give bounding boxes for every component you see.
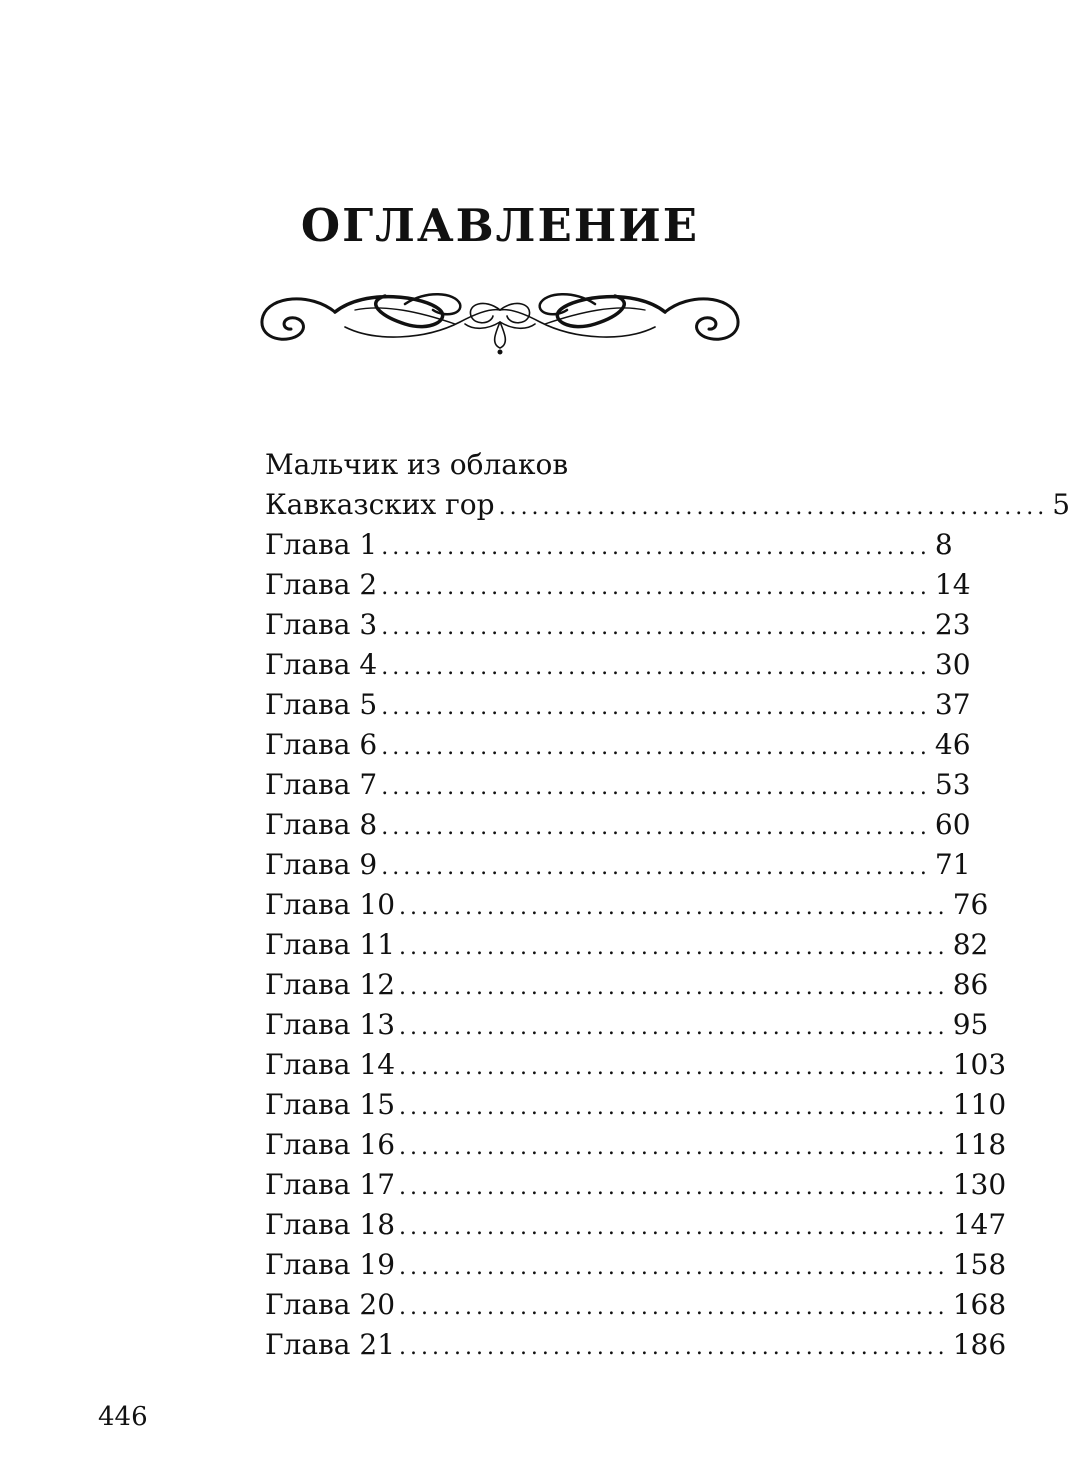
- dot-leader: ..................................................: [399, 1015, 949, 1040]
- toc-entry-label: Глава 5: [265, 688, 378, 721]
- toc-entry-page: 71: [934, 848, 971, 881]
- dot-leader: ..................................................: [381, 575, 931, 600]
- toc-entry[interactable]: [265, 725, 971, 765]
- toc-entry-label: Глава 9: [265, 848, 378, 881]
- dot-leader: ..................................................: [381, 615, 931, 640]
- toc-entry-label: Глава 19: [265, 1248, 396, 1281]
- toc-entry-label: Глава 10: [265, 888, 396, 921]
- toc-entry-page: 110: [952, 1088, 1007, 1121]
- dot-leader: ..................................................: [399, 975, 949, 1000]
- toc-entry-label: Глава 6: [265, 728, 378, 761]
- toc-entry-page: 23: [934, 608, 971, 641]
- toc-entry-page: 14: [934, 568, 971, 601]
- toc-entry-page: 168: [952, 1288, 1007, 1321]
- toc-entry-label: Глава 18: [265, 1208, 396, 1241]
- toc-entry[interactable]: [265, 845, 971, 885]
- toc-entry[interactable]: [265, 1285, 1007, 1325]
- toc-entry[interactable]: [265, 605, 971, 645]
- toc-entry-page: 46: [934, 728, 971, 761]
- toc-entry-page: 147: [952, 1208, 1007, 1241]
- toc-entry[interactable]: [265, 1085, 1007, 1125]
- dot-leader: ..................................................: [381, 735, 931, 760]
- dot-leader: ..................................................: [381, 855, 931, 880]
- toc-entry-page: 8: [934, 528, 953, 561]
- page-number: 446: [98, 1402, 148, 1432]
- toc-entry-page: 95: [952, 1008, 989, 1041]
- chapter-list: [265, 525, 1007, 1365]
- toc-entry-label: Глава 1: [265, 528, 378, 561]
- toc-entry[interactable]: [265, 1005, 989, 1045]
- dot-leader: ..................................................: [399, 1295, 949, 1320]
- toc-entry-page: 76: [952, 888, 989, 921]
- toc-entry[interactable]: [265, 885, 989, 925]
- dot-leader: ..................................................: [498, 495, 1049, 520]
- dot-leader: ..................................................: [399, 1335, 949, 1360]
- dot-leader: ..................................................: [381, 655, 931, 680]
- toc-entry[interactable]: [265, 1165, 1007, 1205]
- toc-entry[interactable]: [265, 1325, 1007, 1365]
- toc-entry[interactable]: [265, 1125, 1007, 1165]
- toc-entry[interactable]: [265, 645, 971, 685]
- toc-entry-label: Глава 12: [265, 968, 396, 1001]
- dot-leader: ..................................................: [399, 1135, 949, 1160]
- dot-leader: ..................................................: [399, 1095, 949, 1120]
- toc-entry-page: 186: [952, 1328, 1007, 1361]
- toc-entry-label: Глава 13: [265, 1008, 396, 1041]
- toc-entry[interactable]: [265, 1045, 1007, 1085]
- toc-entry-intro[interactable]: [265, 485, 1070, 525]
- dot-leader: ..................................................: [399, 935, 949, 960]
- toc-entry-page: 118: [952, 1128, 1007, 1161]
- toc-entry-label: Глава 17: [265, 1168, 396, 1201]
- dot-leader: ..................................................: [381, 695, 931, 720]
- dot-leader: ..................................................: [399, 1055, 949, 1080]
- dot-leader: ..................................................: [381, 815, 931, 840]
- toc-entry-label: Глава 21: [265, 1328, 396, 1361]
- toc-entry[interactable]: [265, 525, 953, 565]
- toc-entry-label: Глава 3: [265, 608, 378, 641]
- toc-entry[interactable]: [265, 965, 989, 1005]
- toc-entry[interactable]: [265, 765, 971, 805]
- toc-entry-label: Глава 8: [265, 808, 378, 841]
- dot-leader: ..................................................: [381, 775, 931, 800]
- toc-entry-page: 30: [934, 648, 971, 681]
- dot-leader: ..................................................: [399, 1215, 949, 1240]
- toc-entry-label: Глава 15: [265, 1088, 396, 1121]
- dot-leader: ..................................................: [399, 895, 949, 920]
- toc-entry-page: 53: [934, 768, 971, 801]
- toc-entry-page: 158: [952, 1248, 1007, 1281]
- dot-leader: ..................................................: [399, 1175, 949, 1200]
- toc-entry-label: Глава 2: [265, 568, 378, 601]
- flourish-divider-icon: [255, 282, 745, 362]
- toc-entry-page: 82: [952, 928, 989, 961]
- toc-entry-page: 86: [952, 968, 989, 1001]
- table-of-contents: [265, 445, 1070, 1365]
- toc-entry[interactable]: [265, 1245, 1007, 1285]
- toc-entry[interactable]: [265, 685, 971, 725]
- toc-entry-page: 103: [952, 1048, 1007, 1081]
- toc-entry-page: 130: [952, 1168, 1007, 1201]
- toc-entry[interactable]: [265, 1205, 1007, 1245]
- toc-entry-label: Глава 7: [265, 768, 378, 801]
- toc-entry-label: Глава 14: [265, 1048, 396, 1081]
- toc-entry-page: 60: [934, 808, 971, 841]
- toc-entry-page: 5: [1052, 488, 1070, 521]
- toc-entry-label: Глава 4: [265, 648, 378, 681]
- dot-leader: ..................................................: [399, 1255, 949, 1280]
- toc-entry[interactable]: [265, 925, 989, 965]
- page-title: ОГЛАВЛЕНИЕ: [300, 199, 700, 252]
- toc-entry-label: Глава 16: [265, 1128, 396, 1161]
- toc-entry[interactable]: [265, 805, 971, 845]
- toc-entry-label: Глава 20: [265, 1288, 396, 1321]
- toc-entry[interactable]: [265, 565, 971, 605]
- dot-leader: ..................................................: [381, 535, 931, 560]
- toc-entry-intro-title: [265, 445, 735, 485]
- toc-entry-label: Мальчик из облаков: [265, 448, 569, 481]
- toc-entry-label: Глава 11: [265, 928, 396, 961]
- toc-entry-label: Кавказских гор: [265, 488, 495, 521]
- toc-entry-page: 37: [934, 688, 971, 721]
